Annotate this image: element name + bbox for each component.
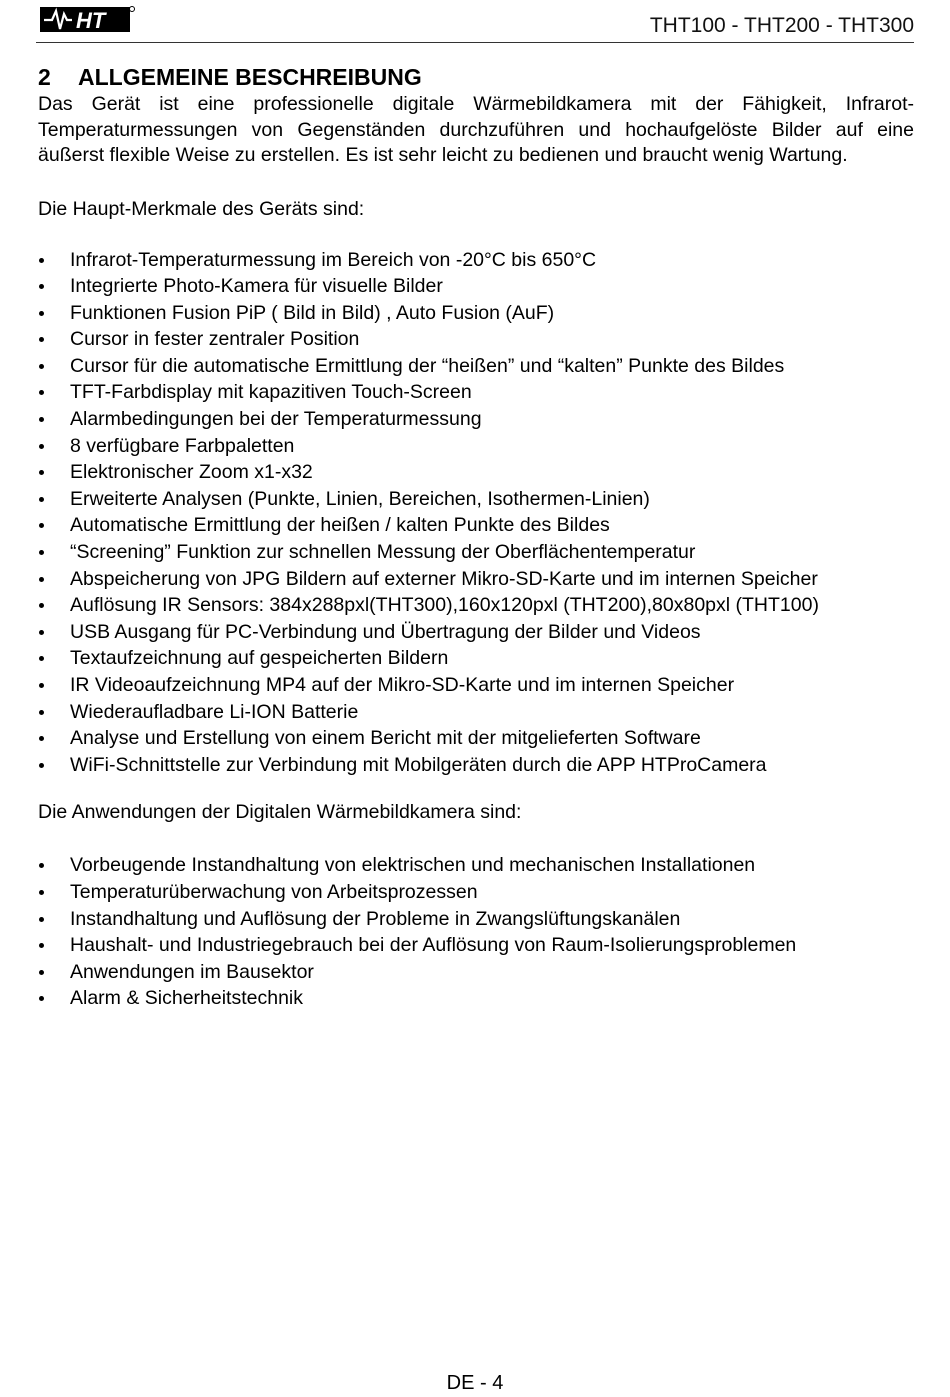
logo-text: HT bbox=[76, 8, 106, 33]
applications-lead: Die Anwendungen der Digitalen Wärmebildkamera sind: bbox=[38, 801, 522, 824]
list-item: Cursor in fester zentraler Position bbox=[38, 326, 914, 353]
bullet-icon bbox=[39, 337, 44, 342]
list-item: Haushalt- und Industriegebrauch bei der Auflösung von Raum-Isolierungsproblemen bbox=[38, 932, 914, 959]
list-item: Automatische Ermittlung der heißen / kalten Punkte des Bildes bbox=[38, 512, 914, 539]
bullet-icon bbox=[39, 763, 44, 768]
list-item: Alarmbedingungen bei der Temperaturmessung bbox=[38, 406, 914, 433]
bullet-icon bbox=[39, 683, 44, 688]
list-item: Textaufzeichnung auf gespeicherten Bildern bbox=[38, 645, 914, 672]
list-item: Auflösung IR Sensors: 384x288pxl(THT300),160x120pxl (THT200),80x80pxl (THT100) bbox=[38, 592, 914, 619]
list-item: TFT-Farbdisplay mit kapazitiven Touch-Screen bbox=[38, 379, 914, 406]
list-item: Infrarot-Temperaturmessung im Bereich von -20°C bis 650°C bbox=[38, 247, 914, 274]
list-item: Anwendungen im Bausektor bbox=[38, 959, 914, 986]
bullet-icon bbox=[39, 943, 44, 948]
bullet-icon bbox=[39, 917, 44, 922]
list-item: Analyse und Erstellung von einem Bericht mit der mitgelieferten Software bbox=[38, 725, 914, 752]
bullet-icon bbox=[39, 863, 44, 868]
list-item: Temperaturüberwachung von Arbeitsprozessen bbox=[38, 879, 914, 906]
list-item: Vorbeugende Instandhaltung von elektrischen und mechanischen Installationen bbox=[38, 852, 914, 879]
bullet-icon bbox=[39, 577, 44, 582]
bullet-icon bbox=[39, 523, 44, 528]
list-item: Elektronischer Zoom x1-x32 bbox=[38, 459, 914, 486]
bullet-icon bbox=[39, 890, 44, 895]
bullet-icon bbox=[39, 736, 44, 741]
list-item: Erweiterte Analysen (Punkte, Linien, Bereichen, Isothermen-Linien) bbox=[38, 486, 914, 513]
applications-list bbox=[38, 852, 914, 1012]
list-item: “Screening” Funktion zur schnellen Messung der Oberflächentemperatur bbox=[38, 539, 914, 566]
bullet-icon bbox=[39, 311, 44, 316]
section-number: 2 bbox=[38, 64, 51, 90]
list-item: Cursor für die automatische Ermittlung der “heißen” und “kalten” Punkte des Bildes bbox=[38, 353, 914, 380]
bullet-icon bbox=[39, 258, 44, 263]
list-item: Abspeicherung von JPG Bildern auf externer Mikro-SD-Karte und im internen Speicher bbox=[38, 566, 914, 593]
section-heading bbox=[38, 62, 914, 92]
page-content bbox=[38, 62, 914, 1012]
features-lead: Die Haupt-Merkmale des Geräts sind: bbox=[38, 197, 365, 220]
bullet-icon bbox=[39, 630, 44, 635]
list-item: Instandhaltung und Auflösung der Probleme in Zwangslüftungskanälen bbox=[38, 906, 914, 933]
features-list bbox=[38, 247, 914, 779]
bullet-icon bbox=[39, 970, 44, 975]
section-title: ALLGEMEINE BESCHREIBUNG bbox=[78, 64, 422, 90]
list-item: Alarm & Sicherheitstechnik bbox=[38, 985, 914, 1012]
intro-paragraph: Das Gerät ist eine professionelle digitale Wärmebildkamera mit der Fähigkeit, Infrarot-Temperaturmessungen von Gegenständen durchzuführen und hochaufgelöste Bilder auf eine äußerst flexible Weise zu erstellen. Es ist sehr leicht zu bedienen und braucht wenig Wartung. bbox=[38, 93, 914, 166]
page-number: DE - 4 bbox=[446, 1372, 504, 1394]
list-item: Funktionen Fusion PiP ( Bild in Bild) , Auto Fusion (AuF) bbox=[38, 300, 914, 327]
list-item: WiFi-Schnittstelle zur Verbindung mit Mobilgeräten durch die APP HTProCamera bbox=[38, 752, 914, 779]
ht-logo bbox=[40, 4, 136, 39]
bullet-icon bbox=[39, 603, 44, 608]
page-header bbox=[36, 0, 914, 43]
list-item: Wiederaufladbare Li-ION Batterie bbox=[38, 699, 914, 726]
bullet-icon bbox=[39, 470, 44, 475]
bullet-icon bbox=[39, 364, 44, 369]
bullet-icon bbox=[39, 710, 44, 715]
list-item: IR Videoaufzeichnung MP4 auf der Mikro-SD-Karte und im internen Speicher bbox=[38, 672, 914, 699]
list-item: 8 verfügbare Farbpaletten bbox=[38, 433, 914, 460]
bullet-icon bbox=[39, 497, 44, 502]
list-item: Integrierte Photo-Kamera für visuelle Bilder bbox=[38, 273, 914, 300]
model-names: THT100 - THT200 - THT300 bbox=[649, 14, 914, 37]
bullet-icon bbox=[39, 656, 44, 661]
bullet-icon bbox=[39, 996, 44, 1001]
bullet-icon bbox=[39, 444, 44, 449]
bullet-icon bbox=[39, 284, 44, 289]
bullet-icon bbox=[39, 390, 44, 395]
bullet-icon bbox=[39, 417, 44, 422]
bullet-icon bbox=[39, 550, 44, 555]
list-item: USB Ausgang für PC-Verbindung und Übertragung der Bilder und Videos bbox=[38, 619, 914, 646]
